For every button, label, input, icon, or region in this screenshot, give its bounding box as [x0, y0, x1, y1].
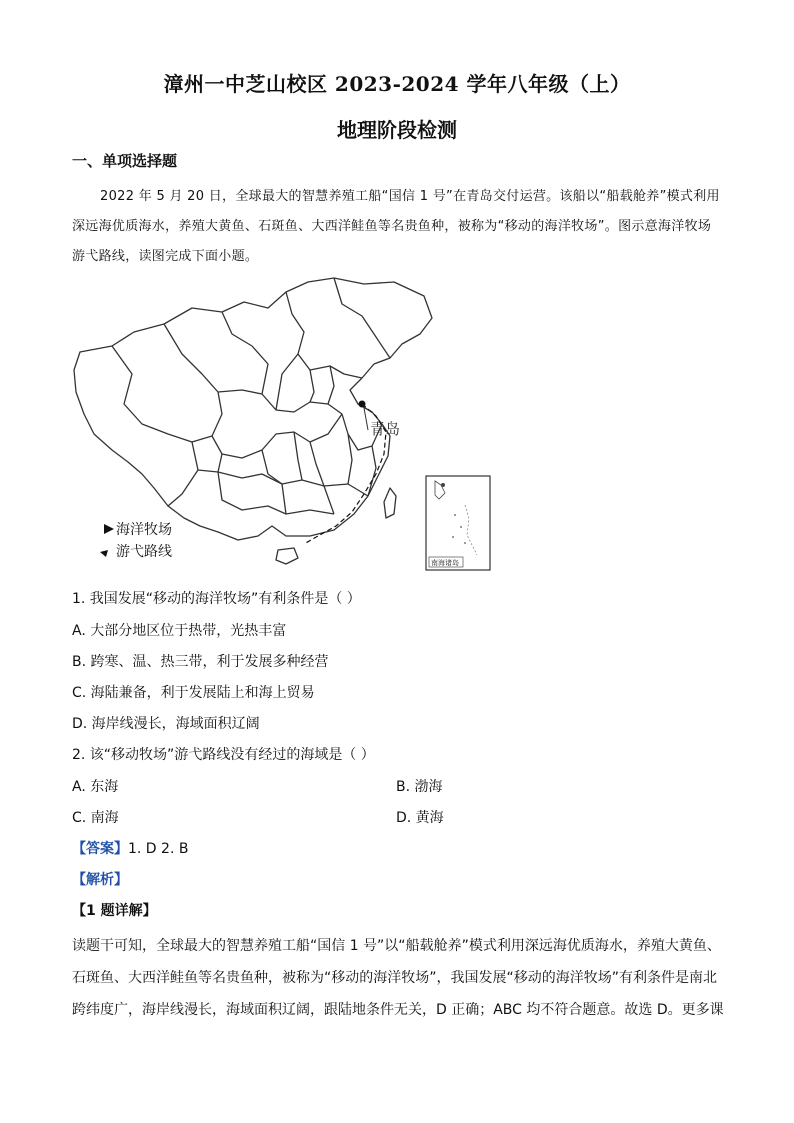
q2-stem: 2. 该“移动牧场”游弋路线没有经过的海域是（ ）	[72, 747, 375, 763]
qingdao-label: 青岛	[370, 421, 401, 438]
page-subtitle: 地理阶段检测	[337, 118, 457, 142]
answer-tag: 【答案】	[72, 841, 128, 857]
q1-stem: 1. 我国发展“移动的海洋牧场”有利条件是（ ）	[72, 591, 361, 607]
detail-paragraph: 读题干可知，全球最大的智慧养殖工船“国信 1 号”以“船载舱养”模式利用深远海优质海水，养殖大黄鱼、石斑鱼、大西洋鲑鱼等名贵鱼种，被称为“移动的海洋牧场”，我国发展“移动的海洋牧场”有利条件是南北跨纬度广，海岸线漫长，海域面积辽阔，跟陆地条件无关，D 正确；ABC 均不符合题意。故选 D。更多课	[72, 938, 724, 1018]
legend-label-2: 游弋路线	[116, 543, 172, 559]
legend-arrow-icon-2	[100, 550, 108, 557]
q2-option-d: D. 黄海	[396, 810, 444, 826]
answer-text: 1. D 2. B	[128, 841, 189, 857]
analysis-heading	[72, 869, 128, 889]
detail-heading: 【1 题详解】	[72, 903, 157, 919]
answer-line	[72, 838, 188, 858]
legend-arrow-icon	[104, 524, 114, 534]
q2-option-a: A. 东海	[72, 779, 119, 795]
q1-option-d: D. 海岸线漫长，海域面积辽阔	[72, 716, 260, 732]
section-title: 一、单项选择题	[72, 152, 178, 170]
q2-option-b: B. 渤海	[396, 779, 443, 795]
q2-option-c: C. 南海	[72, 810, 119, 826]
analysis-tag: 【解析】	[72, 872, 128, 888]
intro-paragraph: 2022 年 5 月 20 日，全球最大的智慧养殖工船“国信 1 号”在青岛交付运营。该船以“船载舱养”模式利用深远海优质海水，养殖大黄鱼、石斑鱼、大西洋鲑鱼等名贵鱼种，被称为“移动的海洋牧场”。图示意海洋牧场游弋路线，读图完成下面小题。	[72, 189, 720, 264]
page-title: 漳州一中芝山校区 2023-2024 学年八年级（上）	[163, 72, 631, 96]
south-china-sea-inset	[425, 475, 491, 571]
q1-option-b: B. 跨寒、温、热三带，利于发展多种经营	[72, 654, 329, 670]
qingdao-marker	[359, 401, 366, 408]
q1-option-a: A. 大部分地区位于热带，光热丰富	[72, 623, 287, 639]
legend-label-1: 海洋牧场	[116, 521, 172, 537]
inset-caption: 南海诸岛	[431, 560, 459, 567]
q1-option-c: C. 海陆兼备，利于发展陆上和海上贸易	[72, 685, 315, 701]
